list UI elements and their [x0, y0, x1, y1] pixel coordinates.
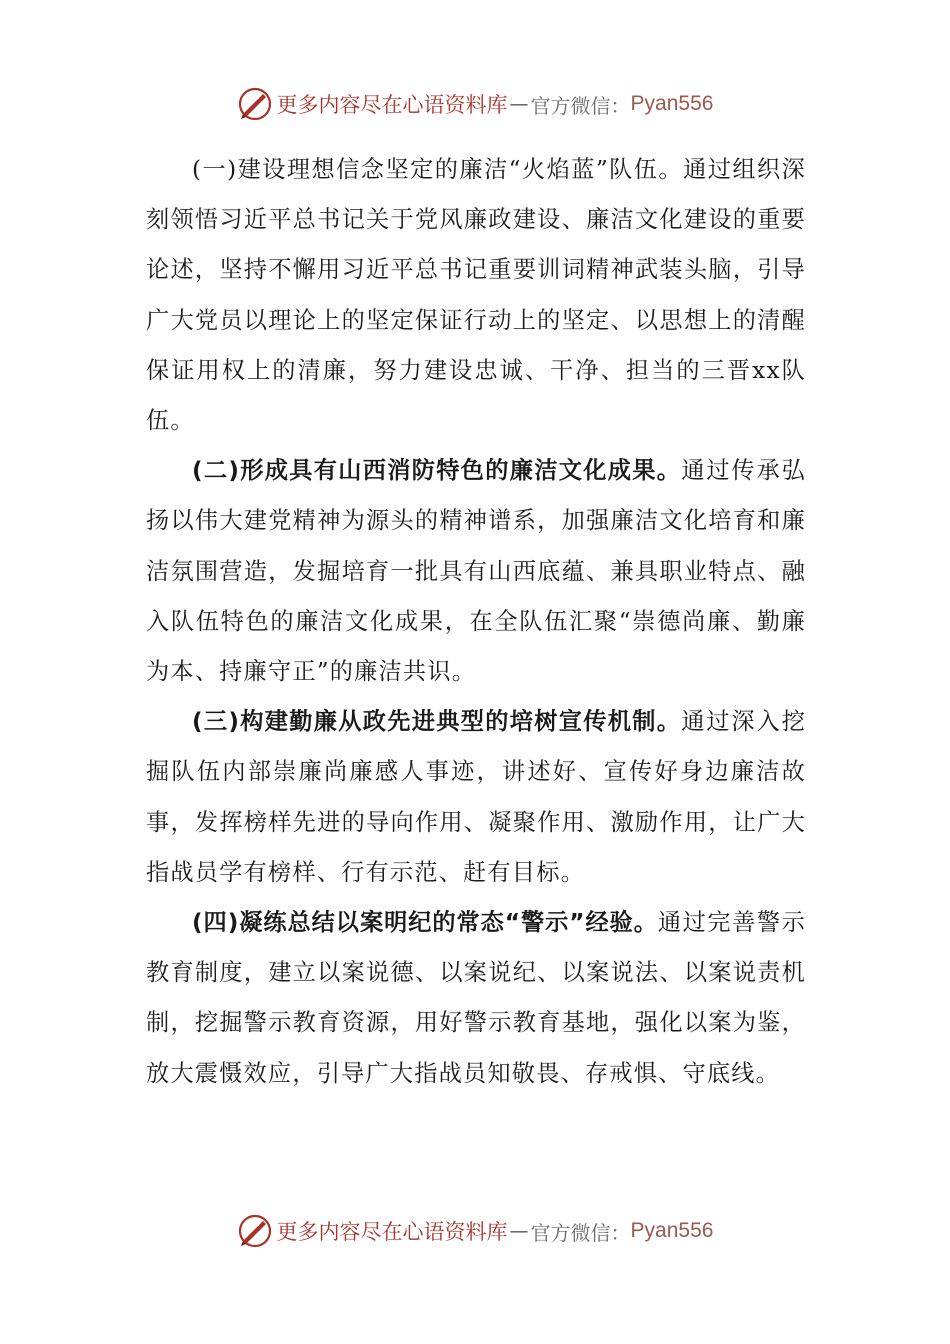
pen-circle-logo-icon	[237, 1213, 273, 1249]
banner-slogan: 更多内容尽在心语资料库	[276, 1220, 508, 1244]
paragraph-2-body: 通过传承弘扬以伟大建党精神为源头的精神谱系，加强廉洁文化培育和廉洁氛围营造，发掘培育一批具有山西底蕴、兼具职业特点、融入队伍特色的廉洁文化成果，在全队伍汇聚“崇德尚廉、勤廉为本、持廉守正”的廉洁共识。	[146, 457, 807, 686]
paragraph-2	[146, 446, 806, 697]
paragraph-4-heading: (四)凝练总结以案明纪的常态“警示”经验。	[192, 909, 658, 937]
banner-contact-label: 官方微信：	[530, 1220, 631, 1245]
paragraph-3-heading: (三)构建勤廉从政先进典型的培树宣传机制。	[192, 708, 682, 736]
banner-contact-id: Pyan556	[630, 92, 714, 115]
banner-dash: —	[509, 1220, 529, 1242]
paragraph-2-heading: (二)形成具有山西消防特色的廉洁文化成果。	[192, 457, 682, 485]
document-body	[146, 145, 806, 1099]
pen-circle-logo-icon	[237, 86, 273, 122]
paragraph-3	[146, 697, 806, 898]
banner-dash: —	[509, 93, 529, 115]
paragraph-3-body: 通过深入挖掘队伍内部崇廉尚廉感人事迹，讲述好、宣传好身边廉洁故事，发挥榜样先进的导向作用、凝聚作用、激励作用，让广大指战员学有榜样、行有示范、赶有目标。	[146, 708, 807, 886]
footer-watermark-banner	[0, 1211, 950, 1251]
paragraph-1-heading: (一)建设理想信念坚定的廉洁“火焰蓝”队伍。	[192, 156, 684, 183]
paragraph-1	[146, 145, 806, 446]
header-watermark-banner	[0, 84, 950, 124]
banner-contact-label: 官方微信：	[530, 93, 631, 118]
paragraph-4-body: 通过完善警示教育制度，建立以案说德、以案说纪、以案说法、以案说责机制，挖掘警示教育资源，用好警示教育基地，强化以案为鉴，放大震慑效应，引导广大指战员知敬畏、存戒惧、守底线。	[146, 909, 807, 1087]
paragraph-1-body: 通过组织深刻领悟习近平总书记关于党风廉政建设、廉洁文化建设的重要论述，坚持不懈用习近平总书记重要训词精神武装头脑，引导广大党员以理论上的坚定保证行动上的坚定、以思想上的清醒保证用权上的清廉，努力建设忠诚、干净、担当的三晋xx队伍。	[146, 156, 806, 435]
banner-contact-id: Pyan556	[630, 1219, 714, 1242]
banner-slogan: 更多内容尽在心语资料库	[276, 93, 508, 117]
paragraph-4	[146, 898, 806, 1099]
